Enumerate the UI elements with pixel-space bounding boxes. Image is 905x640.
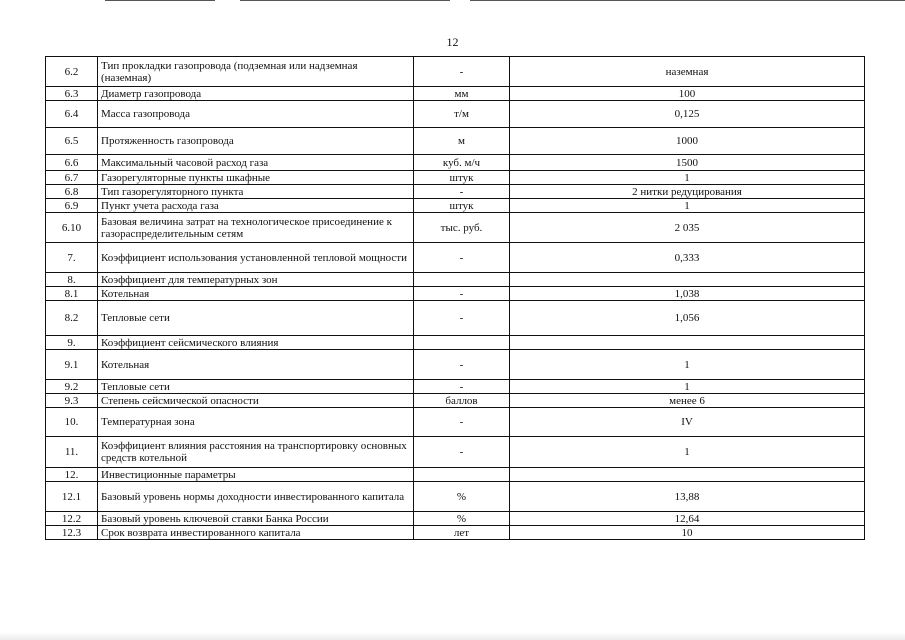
table-row [46, 199, 865, 213]
row-number: 9.1 [46, 350, 98, 380]
table-row [46, 301, 865, 336]
row-name: Температурная зона [98, 408, 414, 437]
row-name: Срок возврата инвестированного капитала [98, 526, 414, 540]
row-name: Газорегуляторные пункты шкафные [98, 171, 414, 185]
row-unit: куб. м/ч [414, 155, 510, 171]
row-value: 0,333 [510, 243, 865, 273]
table-row [46, 336, 865, 350]
row-unit: - [414, 380, 510, 394]
row-unit: м [414, 128, 510, 155]
row-name: Масса газопровода [98, 101, 414, 128]
table-row [46, 526, 865, 540]
row-name: Базовый уровень нормы доходности инвестированного капитала [98, 482, 414, 512]
row-value: 10 [510, 526, 865, 540]
row-number: 9.3 [46, 394, 98, 408]
row-unit: баллов [414, 394, 510, 408]
row-unit: - [414, 185, 510, 199]
row-unit: лет [414, 526, 510, 540]
row-number: 8.2 [46, 301, 98, 336]
row-name: Инвестиционные параметры [98, 468, 414, 482]
table-row [46, 512, 865, 526]
row-unit: - [414, 437, 510, 468]
row-unit [414, 273, 510, 287]
table-row [46, 350, 865, 380]
row-unit: - [414, 301, 510, 336]
row-value: 2 035 [510, 213, 865, 243]
row-value: 12,64 [510, 512, 865, 526]
row-name: Тепловые сети [98, 380, 414, 394]
row-value: 1 [510, 171, 865, 185]
top-rule-right [470, 0, 905, 1]
row-name: Базовая величина затрат на технологическое присоединение к газораспределительным сетям [98, 213, 414, 243]
table-row [46, 380, 865, 394]
table-row [46, 155, 865, 171]
row-number: 8.1 [46, 287, 98, 301]
row-number: 10. [46, 408, 98, 437]
row-number: 11. [46, 437, 98, 468]
row-number: 9.2 [46, 380, 98, 394]
row-number: 12.1 [46, 482, 98, 512]
row-name: Максимальный часовой расход газа [98, 155, 414, 171]
row-number: 6.7 [46, 171, 98, 185]
table-row [46, 468, 865, 482]
row-name: Протяженность газопровода [98, 128, 414, 155]
table-row [46, 273, 865, 287]
row-number: 6.8 [46, 185, 98, 199]
row-number: 6.9 [46, 199, 98, 213]
row-value [510, 273, 865, 287]
row-number: 12.2 [46, 512, 98, 526]
table-row [46, 87, 865, 101]
row-value: IV [510, 408, 865, 437]
row-number: 12.3 [46, 526, 98, 540]
table-row [46, 185, 865, 199]
row-name: Диаметр газопровода [98, 87, 414, 101]
row-unit: тыс. руб. [414, 213, 510, 243]
row-number: 6.5 [46, 128, 98, 155]
row-value: 1,038 [510, 287, 865, 301]
row-name: Котельная [98, 287, 414, 301]
row-value: 1500 [510, 155, 865, 171]
row-unit: - [414, 243, 510, 273]
row-value: 1000 [510, 128, 865, 155]
row-unit: - [414, 350, 510, 380]
row-unit: штук [414, 171, 510, 185]
row-number: 7. [46, 243, 98, 273]
table-row [46, 243, 865, 273]
table-row [46, 482, 865, 512]
row-name: Тепловые сети [98, 301, 414, 336]
row-number: 9. [46, 336, 98, 350]
table-row [46, 394, 865, 408]
row-name: Тип газорегуляторного пункта [98, 185, 414, 199]
row-name: Базовый уровень ключевой ставки Банка России [98, 512, 414, 526]
table-row [46, 287, 865, 301]
row-number: 6.10 [46, 213, 98, 243]
row-number: 6.6 [46, 155, 98, 171]
row-unit: - [414, 57, 510, 87]
row-value [510, 468, 865, 482]
row-value: менее 6 [510, 394, 865, 408]
table-row [46, 57, 865, 87]
row-value: 0,125 [510, 101, 865, 128]
page-number: 12 [446, 35, 459, 49]
table-row [46, 101, 865, 128]
table-row [46, 128, 865, 155]
row-unit: - [414, 408, 510, 437]
row-name: Степень сейсмической опасности [98, 394, 414, 408]
row-unit: мм [414, 87, 510, 101]
row-name: Коэффициент использования установленной тепловой мощности [98, 243, 414, 273]
top-rule-left [105, 0, 215, 1]
row-value: 1 [510, 380, 865, 394]
row-unit: т/м [414, 101, 510, 128]
row-unit: - [414, 287, 510, 301]
row-name: Коэффициент сейсмического влияния [98, 336, 414, 350]
row-value: наземная [510, 57, 865, 87]
row-value: 1 [510, 350, 865, 380]
row-name: Пункт учета расхода газа [98, 199, 414, 213]
row-value: 13,88 [510, 482, 865, 512]
row-name: Коэффициент влияния расстояния на транспортировку основных средств котельной [98, 437, 414, 468]
row-value [510, 336, 865, 350]
table-row [46, 213, 865, 243]
row-number: 12. [46, 468, 98, 482]
table-row [46, 437, 865, 468]
row-value: 2 нитки редуцирования [510, 185, 865, 199]
row-value: 100 [510, 87, 865, 101]
row-unit [414, 336, 510, 350]
row-name: Тип прокладки газопровода (подземная или надземная (наземная) [98, 57, 414, 87]
row-number: 6.2 [46, 57, 98, 87]
row-unit: % [414, 482, 510, 512]
row-number: 6.4 [46, 101, 98, 128]
row-name: Коэффициент для температурных зон [98, 273, 414, 287]
row-value: 1,056 [510, 301, 865, 336]
row-unit: штук [414, 199, 510, 213]
table-row [46, 408, 865, 437]
row-name: Котельная [98, 350, 414, 380]
parameters-table [45, 56, 865, 540]
row-value: 1 [510, 437, 865, 468]
row-unit: % [414, 512, 510, 526]
row-number: 8. [46, 273, 98, 287]
top-rule-middle [240, 0, 450, 1]
row-value: 1 [510, 199, 865, 213]
row-unit [414, 468, 510, 482]
table-row [46, 171, 865, 185]
scan-edge [0, 632, 905, 640]
row-number: 6.3 [46, 87, 98, 101]
